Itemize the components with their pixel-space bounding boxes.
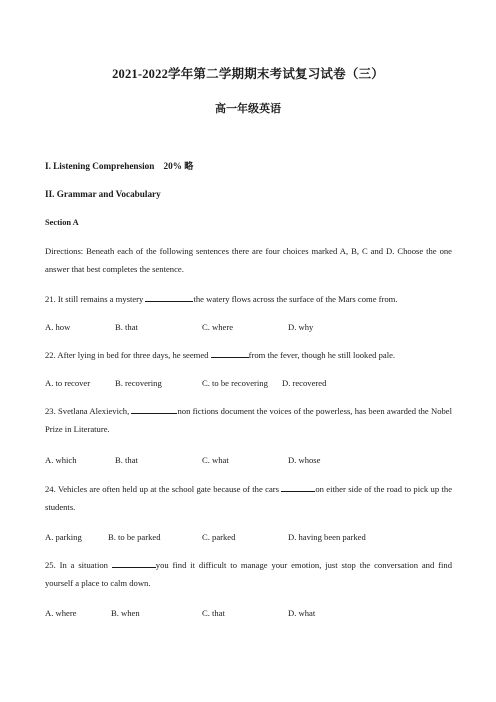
answer-blank [211, 349, 249, 358]
answer-blank [281, 483, 315, 492]
option-c: C. where [202, 322, 234, 332]
option-a: A. how [45, 322, 71, 332]
answer-blank [112, 559, 156, 568]
question-23 [45, 403, 452, 438]
question-stem: 25. In a situation [45, 560, 112, 570]
options-25 [45, 605, 452, 622]
option-b: B. to be parked [108, 532, 161, 542]
answer-blank [145, 293, 193, 302]
question-21 [45, 291, 452, 308]
option-d: D. having been parked [288, 532, 366, 542]
option-b: B. that [115, 322, 138, 332]
question-stem-end: you find it difficult to manage your emotion, just stop the conversation and find yourself a place to calm down. [45, 560, 452, 588]
options-21 [45, 319, 452, 336]
option-a: A. which [45, 455, 77, 465]
option-d: D. recovered [282, 378, 327, 388]
section-a-heading: Section A [45, 218, 79, 227]
option-b: B. when [111, 608, 140, 618]
option-c: C. parked [202, 532, 236, 542]
option-a: A. where [45, 608, 77, 618]
options-22 [45, 375, 452, 392]
option-b: B. that [115, 455, 138, 465]
question-stem-end: the watery flows across the surface of the Mars come from. [193, 294, 398, 304]
option-c: C. what [202, 455, 229, 465]
option-d: D. what [288, 608, 316, 618]
exam-subtitle: 高一年级英语 [215, 103, 281, 115]
option-a: A. parking [45, 532, 82, 542]
listening-heading: I. Listening Comprehension 20% 略 [45, 161, 194, 171]
question-stem-end: non fictions document the voices of the powerless, has been awarded the Nobel Prize in Literature. [45, 406, 453, 434]
question-24 [45, 481, 452, 516]
question-stem: 24. Vehicles are often held up at the school gate because of the cars [45, 484, 282, 494]
option-c: C. that [202, 608, 225, 618]
option-b: B. recovering [115, 378, 162, 388]
question-22 [45, 347, 452, 364]
question-stem: 21. It still remains a mystery [45, 294, 146, 304]
option-d: D. whose [288, 455, 321, 465]
option-d: D. why [288, 322, 314, 332]
options-23 [45, 452, 452, 469]
option-c: C. to be recovering [202, 378, 268, 388]
grammar-heading: II. Grammar and Vocabulary [45, 189, 161, 199]
question-stem: 22. After lying in bed for three days, he seemed [45, 350, 211, 360]
option-a: A. to recover [45, 378, 91, 388]
question-stem-end: from the fever, though he still looked pale. [248, 350, 396, 360]
answer-blank [131, 405, 177, 414]
directions-text: Directions: Beneath each of the following sentences there are four choices marked A, B, C and D. Choose the one answer that best completes the sentence. [45, 246, 452, 274]
question-stem: 23. Svetlana Alexievich, [45, 406, 132, 416]
exam-title: 2021-2022学年第二学期期末考试复习试卷（三） [112, 67, 384, 81]
question-stem-end: on either side of the road to pick up the students. [45, 484, 453, 512]
options-24 [45, 529, 452, 546]
question-25 [45, 557, 452, 592]
